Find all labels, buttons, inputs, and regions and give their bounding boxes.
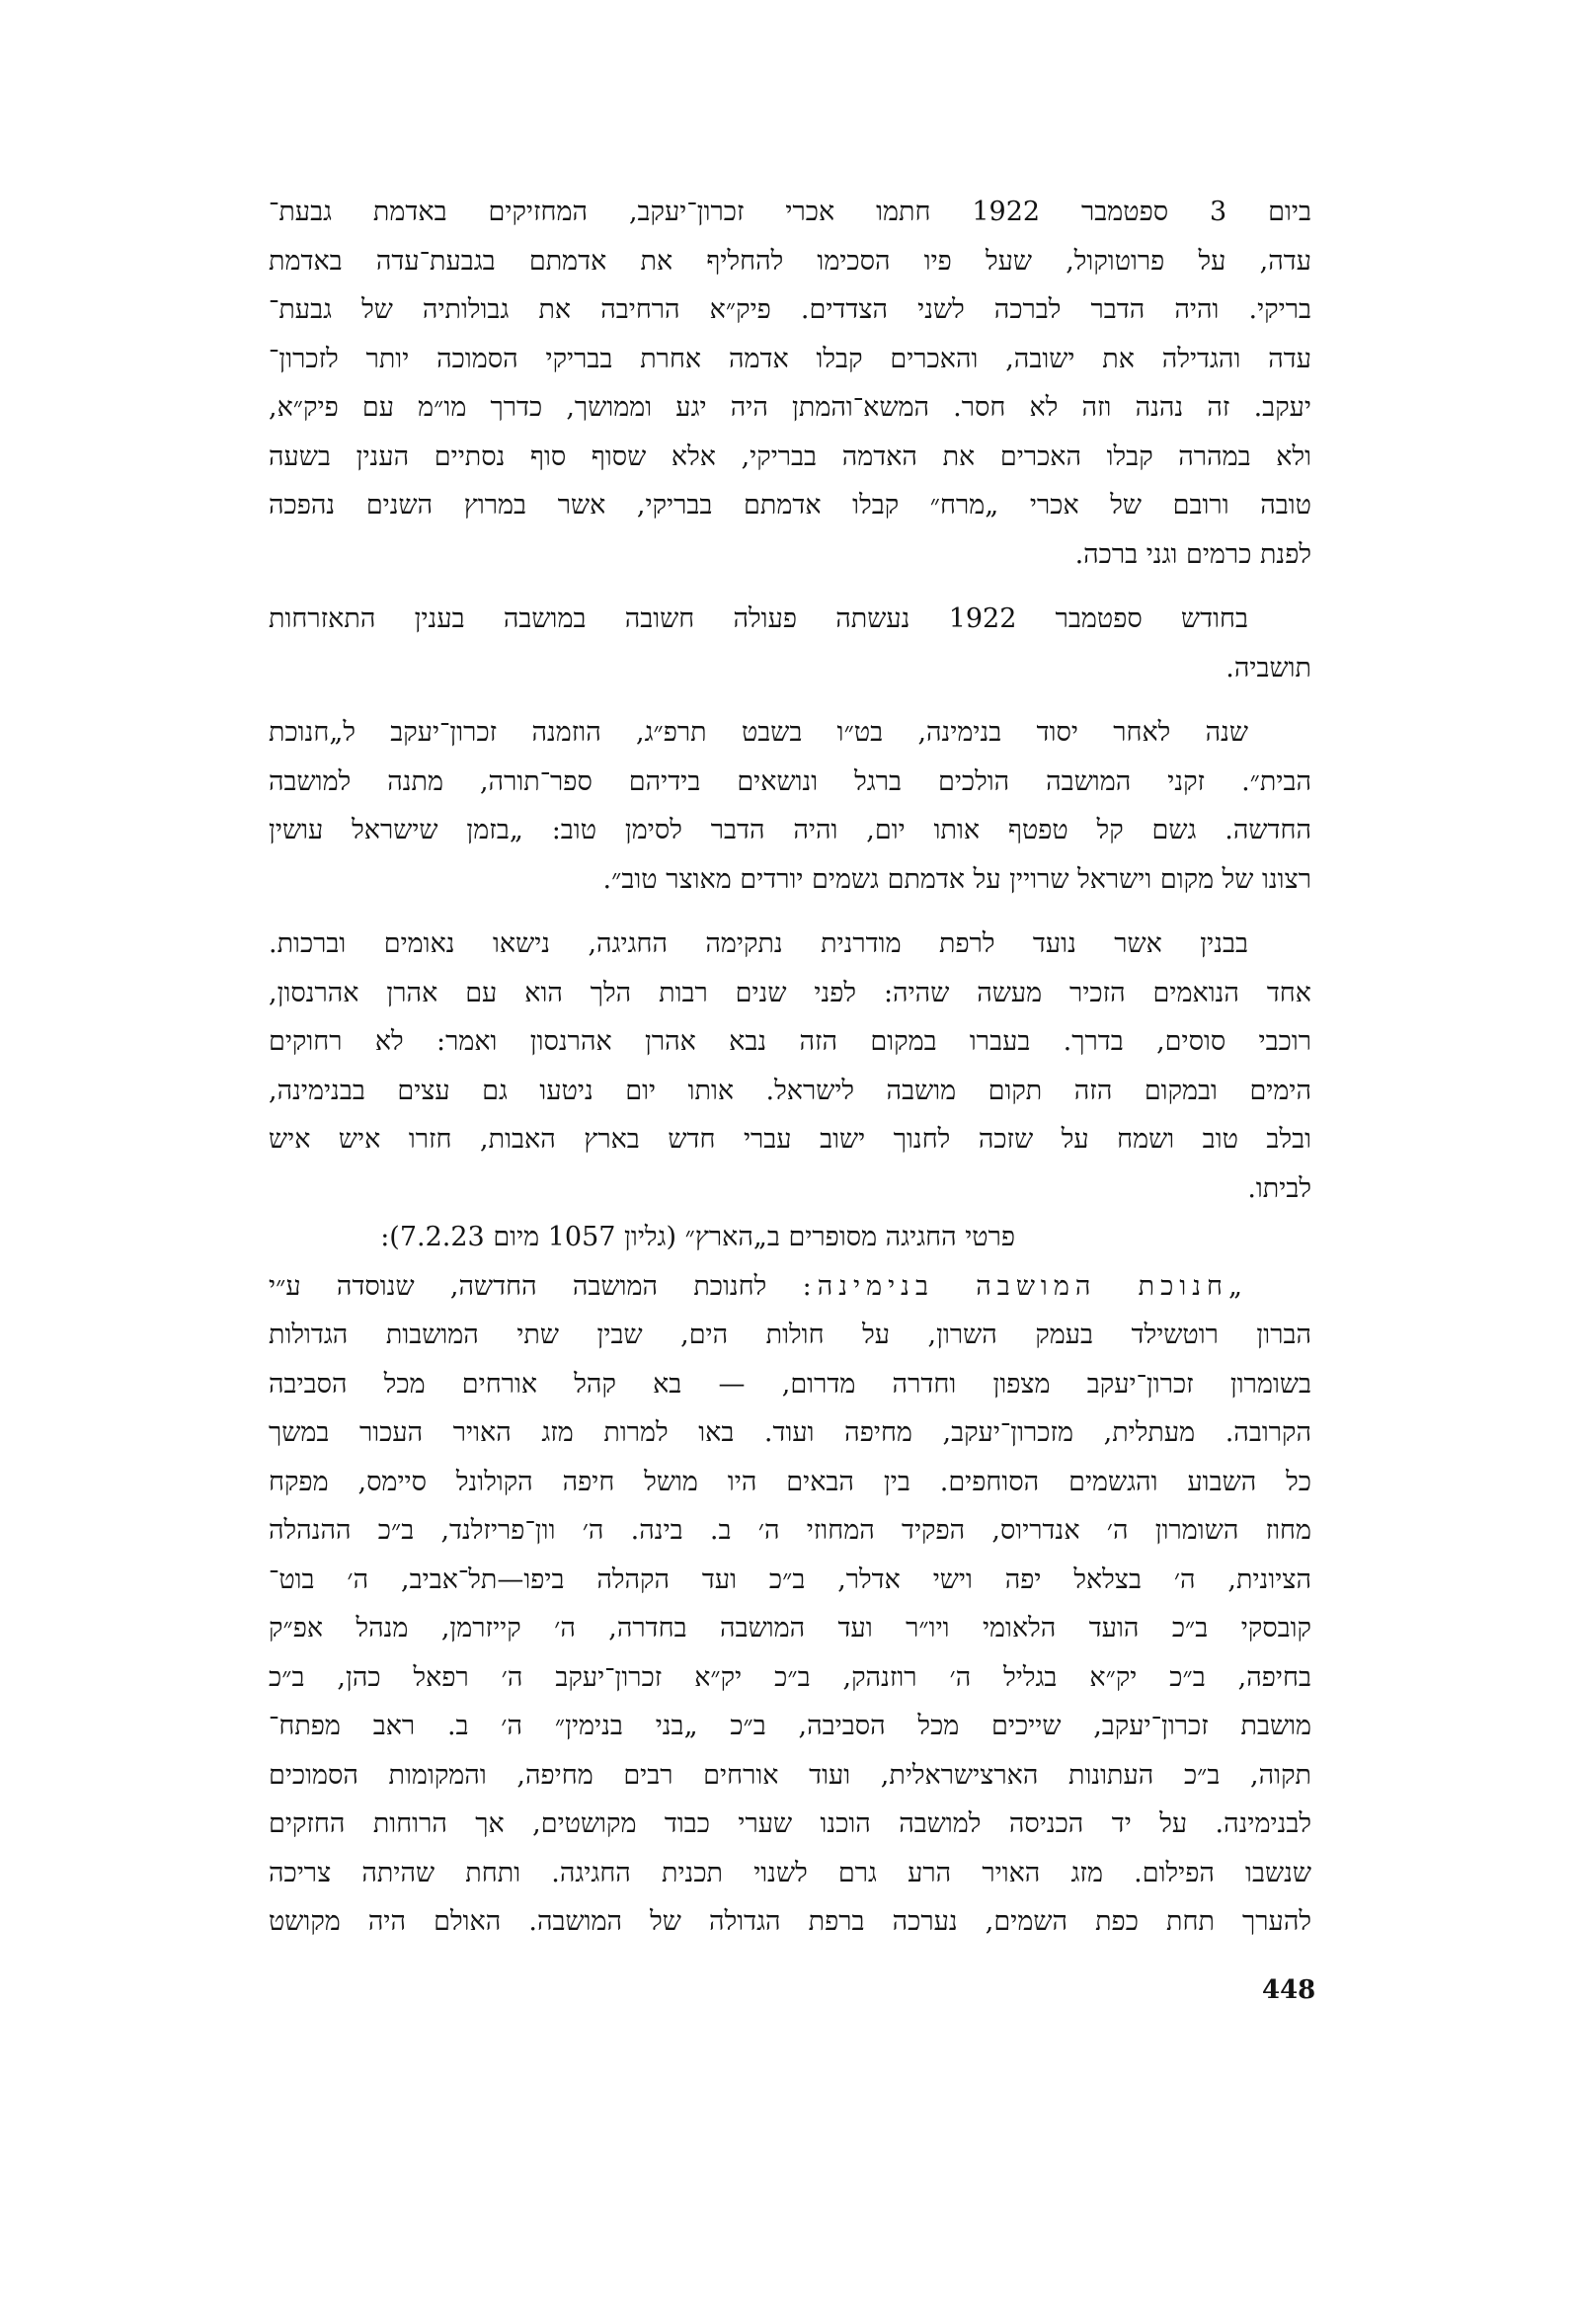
text-line: קובסקי ב״כ הועד הלאומי ויו״ר ועד המושבה בחדרה, ה׳ קייזרמן, מנהל אפ״ק (269, 1613, 1311, 1643)
text-line: מושבת זכרון־יעקב, שייכים מכל הסביבה, ב״כ „בני בנימין״ ה׳ ב. ראב מפתח־ (269, 1711, 1311, 1741)
paragraph-naturalization (269, 595, 1311, 692)
text-line: הימים ובמקום הזה תקום מושבה לישראל. אותו יום ניטעו גם עצים בבנימינה, (269, 1075, 1311, 1106)
text-line: אחד הנואמים הזכיר מעשה שהיה: לפני שנים רבות הלך הוא עם אהרן אהרנסון, (269, 977, 1311, 1008)
text-line: לביתו. (1247, 1172, 1311, 1204)
text-line: טובה ורובם של אכרי „מרח״ קבלו אדמתם בבריקי, אשר במרוץ השנים נהפכה (269, 490, 1311, 521)
paragraph-briki-exchange (269, 188, 1311, 579)
text-line: תושביה. (1225, 652, 1311, 683)
text-line: רוכבי סוסים, בדרך. בעברו במקום הזה נבא אהרן אהרנסון ואמר: לא רחוקים (269, 1026, 1311, 1057)
text-line: מחוז השומרון ה׳ אנדריוס, הפקיד המחוזי ה׳ ב. בינה. ה׳ וון־פריזלנד, ב״כ ההנהלה (269, 1515, 1311, 1546)
page-number: 448 (1262, 1975, 1316, 2005)
text-line: ביום 3 ספטמבר 1922 חתמו אכרי זכרון־יעקב, המחזיקים באדמת גבעת־ (269, 197, 1311, 227)
text-line: הציונית, ה׳ בצלאל יפה וישי אדלר, ב״כ ועד הקהלה ביפו—תל־אביב, ה׳ בוט־ (269, 1563, 1311, 1595)
body-text (269, 188, 1311, 1947)
text-line: בריקי. והיה הדבר לברכה לשני הצדדים. פיק״א הרחיבה את גבולותיה של גבעת־ (269, 294, 1311, 325)
quoted-newspaper-report (269, 1262, 1311, 1947)
text-line: רצונו של מקום וישראל שרויין על אדמתם גשמים יורדים מאוצר טוב״. (602, 863, 1311, 895)
text-line: תקוה, ב״כ העתונות הארצישראלית, ועוד אורחים רבים מחיפה, והמקומות הסמוכים (269, 1759, 1311, 1791)
text-line: הברון רוטשילד בעמק השרון, על חולות הים, שבין שתי המושבות הגדולות (269, 1320, 1311, 1350)
text-line: ובלב טוב ושמח על שזכה לחנוך ישוב עברי חדש בארץ האבות, חזרו איש איש (269, 1124, 1311, 1155)
text-line: הבית״. זקני המושבה הולכים ברגל ונושאים בידיהם ספר־תורה, מתנה למושבה (269, 765, 1311, 797)
text-line: הקרובה. מעתלית, מזכרון־יעקב, מחיפה ועוד. באו למרות מזג האויר העכור במשך (269, 1417, 1311, 1448)
quote-first-line-rest: לחנוכת המושבה החדשה, שנוסדה ע״י (269, 1270, 767, 1302)
text-line: כל השבוע והגשמים הסוחפים. בין הבאים היו מושל חיפה הקולונל סיימס, מפקח (269, 1466, 1311, 1497)
text-line: בחודש ספטמבר 1922 נעשתה פעולה חשובה במושבה בענין התאזרחות (269, 603, 1249, 634)
text-line: לבנימינה. על יד הכניסה למושבה הוכנו שערי כבוד מקושטים, אך הרוחות החזקים (269, 1808, 1311, 1839)
text-line: שנה לאחר יסוד בנימינה, בט״ו בשבט תרפ״ג, הוזמנה זכרון־יעקב ל„חנוכת (269, 717, 1248, 748)
quote-spaced-heading: „חנוכת המושבה בנימינה: (802, 1270, 1248, 1302)
text-line: יעקב. זה נהנה וזה לא חסר. המשא־והמתן היה יגע וממושך, כדרך מו״מ עם פיק״א, (269, 392, 1311, 423)
quote-first-line (269, 1262, 1311, 1312)
text-line: עדה והגדילה את ישובה, והאכרים קבלו אדמה אחרת בבריקי הסמוכה יותר לזכרון־ (269, 343, 1311, 374)
citation-intro: פרטי החגיגה מסופרים ב„הארץ״ (גליון 1057 מיום 7.2.23): (380, 1222, 1015, 1252)
text-line: בחיפה, ב״כ יק״א בגליל ה׳ רוזנהק, ב״כ יק״א זכרון־יעקב ה׳ רפאל כהן, ב״כ (269, 1661, 1311, 1693)
paragraph-house-dedication (269, 708, 1311, 904)
text-line: החדשה. גשם קל טפטף אותו יום, והיה הדבר לסימן טוב: „בזמן שישראל עושין (269, 815, 1311, 845)
text-line: עדה, על פרוטוקול, שעל פיו הסכימו להחליף את אדמתם בגבעת־עדה באדמת (269, 245, 1311, 277)
text-line: לפנת כרמים וגני ברכה. (1074, 538, 1311, 570)
text-line: בבנין אשר נועד לרפת מודרנית נתקימה החגיגה, נישאו נאומים וברכות. (269, 928, 1248, 959)
text-line: שנשבו הפילום. מזג האויר הרע גרם לשנוי תכנית החגיגה. ותחת שהיתה צריכה (269, 1857, 1311, 1888)
paragraph-celebration (269, 920, 1311, 1213)
text-line: ולא במהרה קבלו האכרים את האדמה בבריקי, אלא שסוף סוף נסתיים הענין בשעה (269, 441, 1311, 472)
text-line: בשומרון זכרון־יעקב מצפון וחדרה מדרום, — בא קהל אורחים מכל הסביבה (269, 1368, 1311, 1400)
text-line: להערך תחת כפת השמים, נערכה ברפת הגדולה של המושבה. האולם היה מקושט (269, 1906, 1311, 1937)
